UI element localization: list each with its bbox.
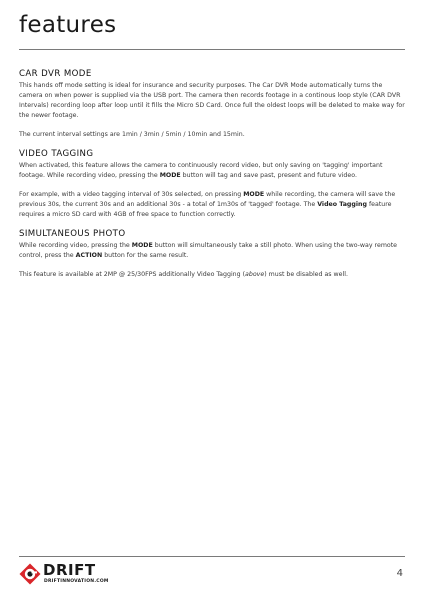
emphasis-bold: MODE [131,242,153,249]
page-number: 4 [396,568,403,579]
text-run: For example, with a video tagging interval of 30s selected, on pressing [19,190,244,198]
text-run: This feature is available at 2MP @ 25/30FPS additionally Video Tagging ( [19,270,246,278]
paragraph [19,270,405,280]
page-title: features [19,12,117,38]
drift-logo-icon [19,563,41,585]
paragraph [19,161,405,181]
emphasis-italic: above [245,270,265,278]
logo-url: DRIFTINNOVATION.COM [44,579,109,584]
logo-wordmark: DRIFT [43,561,96,579]
text-run: ) must be disabled as well. [264,270,348,278]
text-run: While recording video, pressing the [19,242,132,249]
section-car-dvr-mode [19,68,405,140]
text-run: This hands off mode setting is ideal for insurance and security purposes. The Car DVR Mode automatically turns the camera on when power is supplied via the USB port. The camera then records footage in a continous loop style (CAR DVR Intervals) recording loop after loop until it fills the Micro SD Card. Once full the oldest loops will be deleted to make way for the newer footage. [19,82,405,119]
section-title: CAR DVR MODE [19,69,92,79]
text-run: button for the same result. [102,252,189,259]
text-run: The current interval settings are 1min / 3min / 5min / 10min and 15min. [19,130,245,138]
paragraph [19,81,405,121]
section-video-tagging [19,148,405,220]
emphasis-bold: ACTION [75,252,103,259]
header-divider [19,49,405,50]
section-simultaneous-photo [19,228,405,280]
text-run: button will simultaneously take a still photo. When using the two-way remote control, press the [19,242,398,259]
drift-logo [19,562,159,588]
emphasis-bold: MODE [243,190,265,198]
section-title: SIMULTANEOUS PHOTO [19,229,126,239]
text-run: button will tag and save past, present and future video. [180,172,357,179]
paragraph [19,130,405,140]
section-title: VIDEO TAGGING [19,149,94,159]
content [19,68,405,288]
text-run: When activated, this feature allows the camera to continuously record video, but only saving on 'tagging' important footage. While recording video, pressing the [19,162,383,179]
paragraph [19,190,405,220]
text-run: while recording, the camera will save the previous 30s, the current 30s and an additional 30s - a total of 1m30s of 'tagged' footage. The [19,190,396,208]
text-run: feature requires a micro SD card with 4GB of free space to function correctly. [19,200,392,218]
paragraph [19,241,405,261]
emphasis-bold: MODE [159,172,181,179]
emphasis-bold: Video Tagging [317,200,367,208]
footer-divider [19,556,405,557]
